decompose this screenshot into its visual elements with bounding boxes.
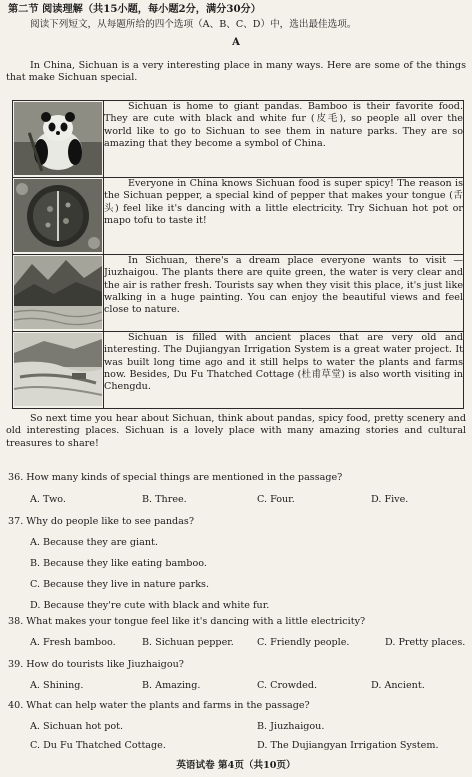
image-cell: [13, 332, 104, 409]
passage-intro: In China, Sichuan is a very interesting place in many ways. Here are some of the things that make Sichuan special.: [6, 60, 466, 84]
option-a: A. Two.: [30, 494, 66, 505]
page-footer: 英语试卷 第4页（共10页）: [176, 760, 296, 771]
option-b: B. Jiuzhaigou.: [257, 721, 325, 732]
question-stem: 37. Why do people like to see pandas?: [8, 516, 194, 527]
passage-row: [13, 101, 464, 178]
section-title: 第二节 阅读理解（共15小题，每小题2分，满分30分）: [8, 3, 261, 15]
option-b: B. Three.: [142, 494, 187, 505]
jiuzhaigou-landscape-photo: [14, 256, 102, 329]
image-cell: [13, 255, 104, 332]
passage-row: [13, 255, 464, 332]
option-d: D. Because they're cute with black and white fur.: [30, 600, 270, 611]
passage-paragraph: Sichuan is home to giant pandas. Bamboo is their favorite food. They are cute with black and white fur (皮毛), so people all over the world like to go to Sichuan to see them in nature parks. They are so amazing that they become a symbol of China.: [104, 101, 464, 178]
passage-outro: So next time you hear about Sichuan, think about pandas, spicy food, pretty scenery and old interesting places. Sichuan is a lovely place with many amazing stories and cultural treasures to share!: [6, 413, 466, 449]
option-b: B. Because they like eating bamboo.: [30, 558, 207, 569]
option-d: D. Pretty places.: [385, 637, 466, 648]
option-b: B. Amazing.: [142, 680, 201, 691]
question-stem: 39. How do tourists like Jiuzhaigou?: [8, 659, 184, 670]
option-b: B. Sichuan pepper.: [142, 637, 234, 648]
instruction-text: 阅读下列短文，从每题所给的四个选项（A、B、C、D）中，选出最佳选项。: [30, 19, 357, 30]
question-stem: 40. What can help water the plants and farms in the passage?: [8, 700, 310, 711]
dujiangyan-irrigation-photo: [14, 333, 102, 406]
question-stem: 38. What makes your tongue feel like it's dancing with a little electricity?: [8, 616, 366, 627]
option-c: C. Crowded.: [257, 680, 318, 691]
image-cell: [13, 101, 104, 178]
passage-table: [12, 100, 464, 409]
passage-paragraph: Everyone in China knows Sichuan food is super spicy! The reason is the Sichuan pepper, a special kind of pepper that makes your tongue (舌头) feel like it's dancing with a little electricity. Try Sichuan hot pot or mapo tofu to taste it!: [104, 178, 464, 255]
question-stem: 36. How many kinds of special things are mentioned in the passage?: [8, 472, 343, 483]
sichuan-hotpot-photo: [14, 179, 102, 252]
option-a: A. Fresh bamboo.: [30, 637, 116, 648]
passage-label: A: [232, 37, 240, 48]
passage-paragraph: In Sichuan, there's a dream place everyone wants to visit — Jiuzhaigou. The plants there are quite green, the water is very clear and the air is rather fresh. Tourists say when they visit this place, it's just like walking in a huge painting. You can enjoy the beautiful views and feel close to nature.: [104, 255, 464, 332]
option-a: A. Sichuan hot pot.: [30, 721, 124, 732]
passage-paragraph: Sichuan is filled with ancient places that are very old and interesting. The Dujiangyan Irrigation System is a great water project. It was built long time ago and it still helps to water the plants and farms now. Besides, Du Fu Thatched Cottage (杜甫草堂) is also worth visiting in Chengdu.: [104, 332, 464, 409]
option-a: A. Shining.: [30, 680, 84, 691]
option-c: C. Four.: [257, 494, 295, 505]
option-c: C. Friendly people.: [257, 637, 350, 648]
option-c: C. Du Fu Thatched Cottage.: [30, 740, 166, 751]
image-cell: [13, 178, 104, 255]
option-d: D. Five.: [371, 494, 409, 505]
passage-row: [13, 178, 464, 255]
giant-panda-photo: [14, 102, 102, 175]
passage-row: [13, 332, 464, 409]
option-a: A. Because they are giant.: [30, 537, 158, 548]
option-d: D. Ancient.: [371, 680, 425, 691]
option-d: D. The Dujiangyan Irrigation System.: [257, 740, 439, 751]
option-c: C. Because they live in nature parks.: [30, 579, 209, 590]
